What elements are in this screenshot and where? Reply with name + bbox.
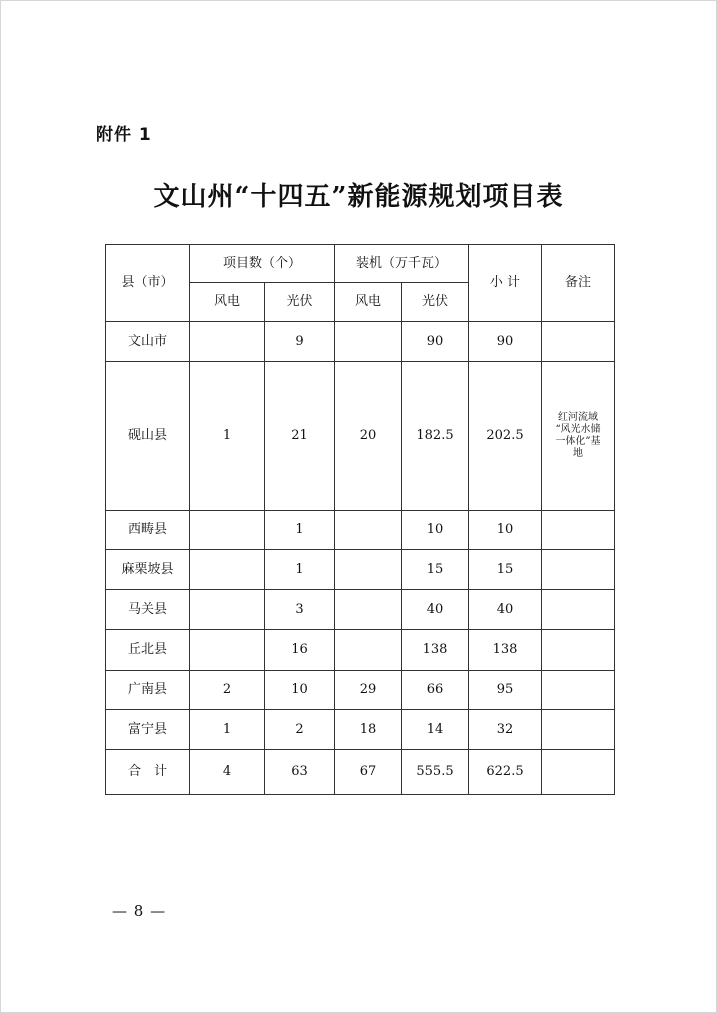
- page-title: 文山州“十四五”新能源规划项目表: [153, 182, 564, 212]
- header-remarks: 备注: [542, 245, 615, 322]
- project-wind-cell: 2: [190, 671, 265, 710]
- subtotal-cell: 95: [469, 671, 542, 710]
- header-project-count: 项目数（个）: [190, 245, 335, 283]
- note-cell: [542, 511, 615, 550]
- county-cell: 丘北县: [106, 630, 190, 671]
- capacity-wind-cell: [335, 322, 402, 362]
- project-solar-cell: 16: [265, 630, 335, 671]
- county-cell: 麻栗坡县: [106, 550, 190, 590]
- county-cell: 西畴县: [106, 511, 190, 550]
- capacity-wind-cell: [335, 550, 402, 590]
- project-wind-cell: [190, 511, 265, 550]
- note-line: 地: [573, 448, 583, 459]
- note-cell: [542, 590, 615, 630]
- header-county: 县（市）: [106, 245, 190, 322]
- table-row: [106, 710, 615, 750]
- header-project-wind: 风电: [190, 283, 265, 322]
- table-row: [106, 322, 615, 362]
- subtotal-cell: 138: [469, 630, 542, 671]
- project-table: [105, 244, 615, 795]
- county-cell: 合 计: [106, 750, 190, 795]
- county-cell: 马关县: [106, 590, 190, 630]
- subtotal-cell: 10: [469, 511, 542, 550]
- project-wind-cell: 4: [190, 750, 265, 795]
- capacity-solar-cell: 138: [402, 630, 469, 671]
- capacity-solar-cell: 40: [402, 590, 469, 630]
- capacity-wind-cell: 20: [335, 362, 402, 511]
- project-wind-cell: [190, 630, 265, 671]
- page-number: — 8 —: [112, 902, 167, 920]
- subtotal-cell: 90: [469, 322, 542, 362]
- subtotal-cell: 15: [469, 550, 542, 590]
- project-solar-cell: 1: [265, 550, 335, 590]
- county-cell: 富宁县: [106, 710, 190, 750]
- header-capacity-wind: 风电: [335, 283, 402, 322]
- capacity-wind-cell: [335, 590, 402, 630]
- project-solar-cell: 21: [265, 362, 335, 511]
- table-row: [106, 362, 615, 511]
- capacity-solar-cell: 10: [402, 511, 469, 550]
- county-cell: 广南县: [106, 671, 190, 710]
- capacity-solar-cell: 14: [402, 710, 469, 750]
- note-cell: [542, 630, 615, 671]
- note-cell: [542, 362, 615, 511]
- note-cell: [542, 550, 615, 590]
- table-row: [106, 590, 615, 630]
- subtotal-cell: 40: [469, 590, 542, 630]
- attachment-label: 附件 1: [96, 125, 152, 145]
- note-line: 一体化”基: [555, 436, 601, 447]
- table-row: [106, 750, 615, 795]
- capacity-wind-cell: 29: [335, 671, 402, 710]
- subtotal-cell: 32: [469, 710, 542, 750]
- table-row: [106, 550, 615, 590]
- header-subtotal: 小 计: [469, 245, 542, 322]
- project-solar-cell: 9: [265, 322, 335, 362]
- header-capacity-solar: 光伏: [402, 283, 469, 322]
- capacity-wind-cell: 18: [335, 710, 402, 750]
- table-row: [106, 511, 615, 550]
- project-solar-cell: 63: [265, 750, 335, 795]
- header-row-1: [106, 245, 615, 283]
- header-project-solar: 光伏: [265, 283, 335, 322]
- county-cell: 文山市: [106, 322, 190, 362]
- project-wind-cell: 1: [190, 710, 265, 750]
- capacity-wind-cell: [335, 630, 402, 671]
- capacity-solar-cell: 66: [402, 671, 469, 710]
- header-capacity: 装机（万千瓦）: [335, 245, 469, 283]
- note-cell: [542, 710, 615, 750]
- note-cell: [542, 750, 615, 795]
- note-line: 红河流域: [558, 412, 598, 423]
- project-solar-cell: 1: [265, 511, 335, 550]
- project-wind-cell: [190, 550, 265, 590]
- table-row: [106, 671, 615, 710]
- note-cell: [542, 671, 615, 710]
- project-solar-cell: 3: [265, 590, 335, 630]
- capacity-wind-cell: 67: [335, 750, 402, 795]
- note-line: “风光水储: [555, 424, 601, 435]
- table-row: [106, 630, 615, 671]
- capacity-solar-cell: 90: [402, 322, 469, 362]
- project-solar-cell: 2: [265, 710, 335, 750]
- note-cell: [542, 322, 615, 362]
- capacity-solar-cell: 555.5: [402, 750, 469, 795]
- capacity-wind-cell: [335, 511, 402, 550]
- project-wind-cell: [190, 590, 265, 630]
- subtotal-cell: 622.5: [469, 750, 542, 795]
- project-wind-cell: [190, 322, 265, 362]
- county-cell: 砚山县: [106, 362, 190, 511]
- capacity-solar-cell: 182.5: [402, 362, 469, 511]
- project-wind-cell: 1: [190, 362, 265, 511]
- project-solar-cell: 10: [265, 671, 335, 710]
- capacity-solar-cell: 15: [402, 550, 469, 590]
- subtotal-cell: 202.5: [469, 362, 542, 511]
